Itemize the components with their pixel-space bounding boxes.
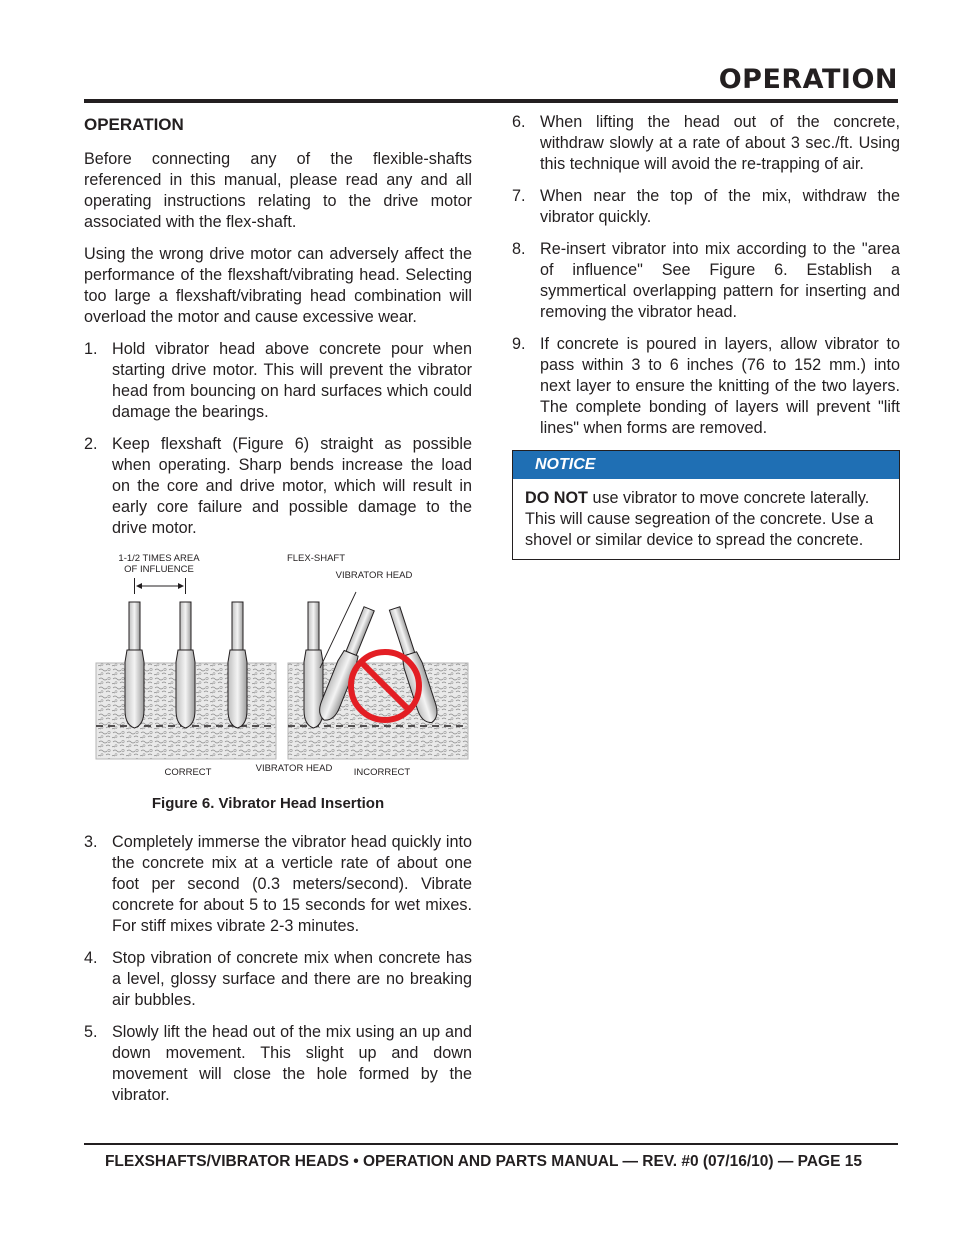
notice-emphasis: DO NOT [525,489,588,507]
list-number: 2. [84,435,98,453]
list-item-8 [512,239,900,323]
list-text: Re-insert vibrator into mix according to the "area of influence" See Figure 6. Establish a symmertical overlapping pattern for inserting and removing the vibrator head. [540,240,900,321]
list-item-3 [84,832,472,937]
list-text: Keep flexshaft (Figure 6) straight as possible when operating. Sharp bends increase the load on the core and drive motor, which will result in early core failure and possible damage to the drive motor. [112,435,472,537]
list-number: 9. [512,335,526,353]
notice-box [512,450,900,560]
vibrator-diagram [84,550,472,785]
page-footer: FLEXSHAFTS/VIBRATOR HEADS • OPERATION AND PARTS MANUAL — REV. #0 (07/16/10) — PAGE 15 [104,1153,862,1170]
figure-caption: Figure 6. Vibrator Head Insertion [151,795,385,812]
list-item-6 [512,112,900,175]
label-incorrect: INCORRECT [353,767,411,778]
list-item-7 [512,186,900,228]
list-item-4 [84,948,472,1011]
intro-paragraph-1: Before connecting any of the flexible-shafts referenced in this manual, please read any and all operating instructions relating to the drive motor associated with the flex-shaft. [84,150,472,231]
figure-vibrator-insertion [84,550,472,785]
list-number: 8. [512,240,526,258]
notice-body [513,479,899,559]
label-flex-shaft: FLEX-SHAFT [286,553,346,564]
label-area-of-influence-1: 1-1/2 TIMES AREA [118,553,200,564]
section-heading: OPERATION [84,115,184,134]
list-number: 4. [84,949,98,967]
list-number: 1. [84,340,98,358]
list-number: 7. [512,187,526,205]
top-rule [84,99,898,103]
list-item-9 [512,334,900,439]
list-text: Slowly lift the head out of the mix using an up and down movement. This slight up and down movement will close the hole formed by the vibrator. [112,1023,472,1104]
list-item-1 [84,339,472,423]
list-text: Completely immerse the vibrator head quickly into the concrete mix at a verticle rate of about one foot per second (0.3 meters/second). Vibrate concrete for about 5 to 15 seconds for wet mixes. For stiff mixes vibrate 2-3 minutes. [112,833,472,935]
list-text: When lifting the head out of the concrete, withdraw slowly at a rate of about 3 sec./ft. Using this technique will avoid the re-trapping of air. [540,113,900,173]
list-text: If concrete is poured in layers, allow vibrator to pass within 3 to 6 inches (76 to 152 mm.) into next layer to ensure the knitting of the two layers. The complete bonding of layers will prevent "lift lines" when forms are removed. [540,335,900,437]
label-area-of-influence-2: OF INFLUENCE [124,564,194,575]
list-item-5 [84,1022,472,1106]
list-number: 5. [84,1023,98,1041]
intro-paragraph-2: Using the wrong drive motor can adversely affect the performance of the flexshaft/vibrating head. Selecting too large a flexshaft/vibrating head combination will overload the motor and cause excessive wear. [84,245,472,326]
list-text: Hold vibrator head above concrete pour when starting drive motor. This will prevent the vibrator head from bouncing on hard surfaces which could damage the bearings. [112,340,472,421]
vibrator-correct-1 [125,602,144,728]
label-vibrator-head-bottom: VIBRATOR HEAD [255,763,333,774]
bottom-rule [84,1143,898,1145]
label-correct: CORRECT [164,767,212,778]
left-column [84,112,472,1117]
label-vibrator-head-top: VIBRATOR HEAD [335,570,413,581]
list-item-2 [84,434,472,539]
page-title: OPERATION [718,64,898,95]
list-text: When near the top of the mix, withdraw the vibrator quickly. [540,187,900,226]
notice-header: NOTICE [513,451,899,479]
notice-text: use vibrator to move concrete laterally. This will cause segreation of the concrete. Use a shovel or similar device to spread the concrete. [525,489,874,549]
list-number: 3. [84,833,98,851]
list-number: 6. [512,113,526,131]
right-column [512,112,900,560]
vibrator-correct-3 [228,602,247,728]
list-text: Stop vibration of concrete mix when concrete has a level, glossy surface and there are no breaking air bubbles. [112,949,472,1009]
vibrator-correct-2 [176,602,195,728]
